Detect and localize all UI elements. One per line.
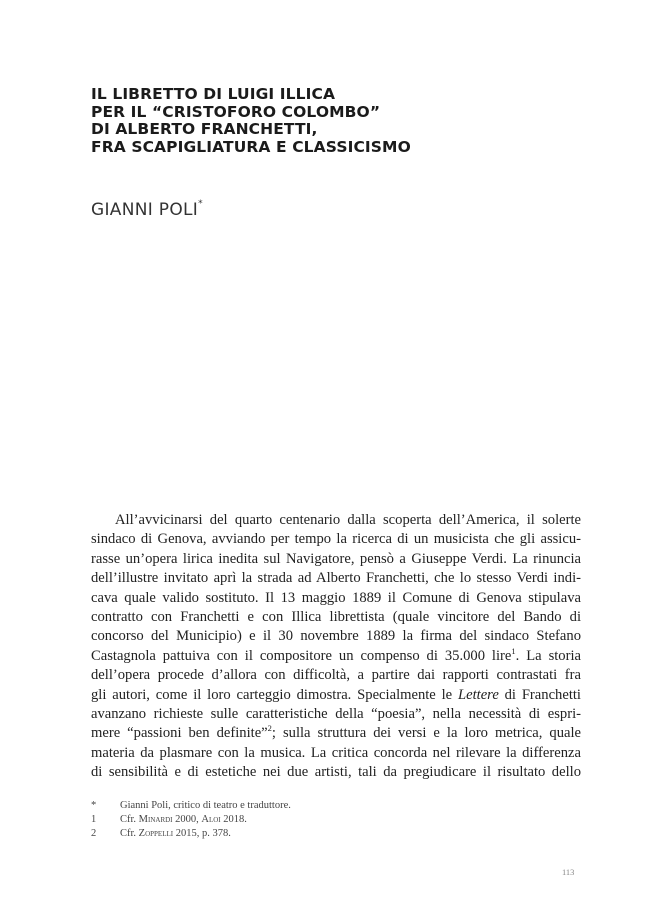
body-line [91,686,581,705]
italic-title: Lettere [458,686,499,703]
footnote-part: 2000, [172,814,202,826]
citation-author: Minardi [138,814,173,826]
body-line: cava quale valido sostituto. Il 13 maggio 1889 il Comune di Genova stipulava [91,589,581,606]
body-line: sindaco di Genova, avviando per tempo la ricerca di un musicista che gli assicu- [91,531,581,548]
footnote-text [120,827,231,841]
page-number: 113 [562,867,575,877]
body-line: rasse un’opera lirica inedita sul Navigatore, pensò a Giuseppe Verdi. La rinuncia [91,550,581,567]
footnote-text: Gianni Poli, critico di teatro e traduttore. [120,800,291,811]
footnote-part: Cfr. [120,814,139,826]
title-line: DI ALBERTO FRANCHETTI, [91,120,318,139]
footnote [91,813,511,827]
article-title [91,86,571,156]
body-text [91,511,581,782]
body-line-part: mere “passioni ben definite” [91,725,268,742]
footnote [91,827,511,841]
body-line: avanzano richieste sulle caratteristiche della “poesia”, nella necessità di espri- [91,705,581,722]
body-line: dell’illustre invitato aprì la strada ad Alberto Franchetti, che lo stesso Verdi indi- [91,570,581,587]
body-line: concorso del Municipio) e il 30 novembre 1889 la firma del sindaco Stefano [91,628,581,645]
body-line: All’avvicinarsi del quarto centenario dalla scoperta dell’America, il solerte [115,512,581,528]
title-line: FRA SCAPIGLIATURA E CLASSICISMO [91,137,411,156]
body-line: di sensibilità e di estetiche nei due artisti, tali da pregiudicare il risultato dello [91,764,581,781]
footnote-mark: 2 [91,828,97,840]
body-line-part: di Franchetti [498,686,581,703]
footnote [91,799,511,813]
footnote-part: 2018. [220,814,247,826]
body-line [91,647,581,666]
body-line: dell’opera procede d’allora con difficoltà, a partire dai rapporti contrastati fra [91,667,581,684]
body-line: materia da plasmare con la musica. La critica concorda nel rilevare la differenza [91,744,581,761]
body-line-part: . La storia [515,647,581,664]
footnote-part: Cfr. [120,828,139,840]
citation-author: Zoppelli [138,828,174,840]
author-footnote-mark: * [198,199,203,209]
citation-author: Aloi [201,814,221,826]
footnote-ref: 2 [267,723,272,734]
footnotes [91,799,511,842]
body-line [91,724,581,743]
body-line-part: ; sulla struttura dei versi e la loro metrica, quale [271,725,582,742]
footnote-ref: 1 [511,645,516,656]
title-line: IL LIBRETTO DI LUIGI ILLICA [91,85,336,103]
body-line: contratto con Franchetti e con Illica librettista (quale vincitore del Bando di [91,608,581,625]
author-text: GIANNI POLI [91,200,199,220]
footnote-mark: 1 [91,814,97,826]
footnote-mark: * [91,800,97,811]
author-name [91,200,203,220]
footnote-part: 2015, p. 378. [173,828,231,840]
body-line-part: gli autori, come il loro carteggio dimostra. Specialmente le [91,686,453,703]
title-line: PER IL “CRISTOFORO COLOMBO” [91,102,381,121]
footnote-text [120,813,247,827]
body-line-part: Castagnola pattuiva con il compositore un compenso di 35.000 lire [91,647,512,664]
